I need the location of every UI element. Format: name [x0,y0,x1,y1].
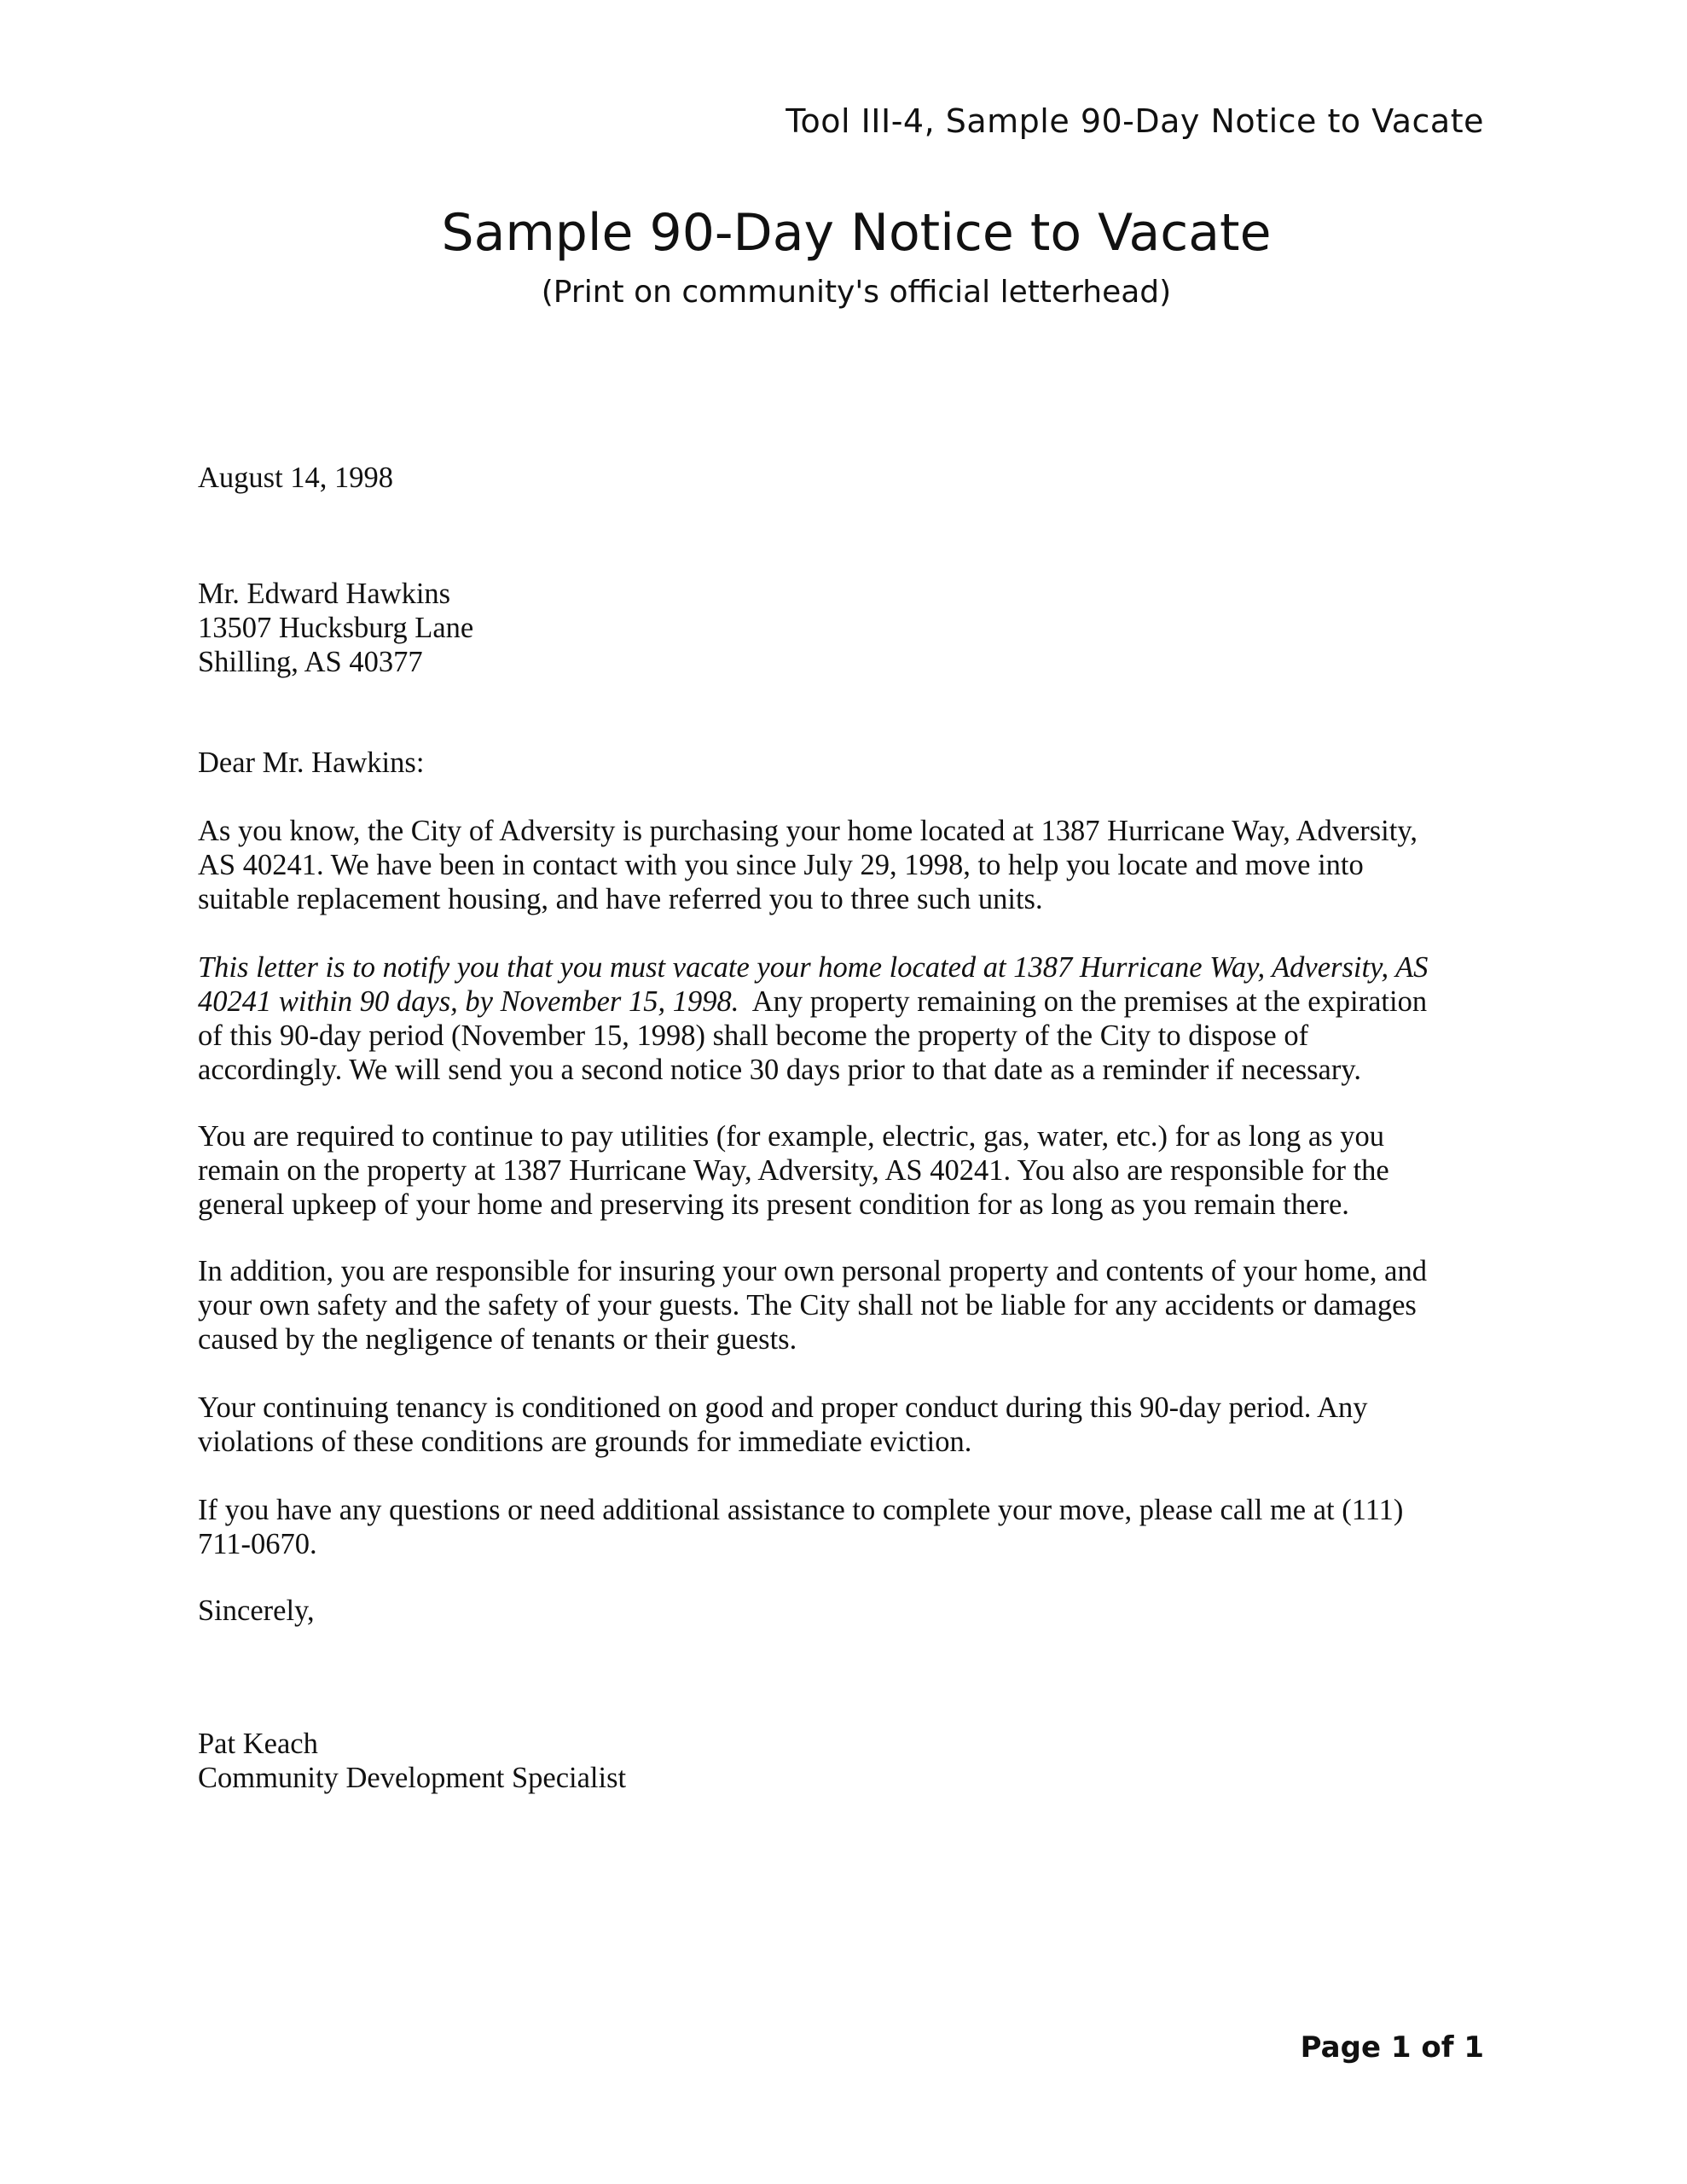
paragraph-line [198,985,1494,1019]
paragraph-line: If you have any questions or need additional assistance to complete your move, please call me at (111) [198,1494,1404,1526]
paragraph-line: As you know, the City of Adversity is purchasing your home located at 1387 Hurricane Way, Adversity, [198,815,1417,847]
paragraph-line-continuation: Any property remaining on the premises at the expiration [739,985,1428,1018]
paragraph-line: In addition, you are responsible for insuring your own personal property and contents of your home, and [198,1255,1427,1287]
paragraph-3 [198,1119,1494,1222]
date-line: August 14, 1998 [198,462,394,494]
paragraph-line-italic: This letter is to notify you that you must vacate your home located at 1387 Hurricane Way, Adversity, AS [198,951,1429,984]
paragraph-4 [198,1254,1494,1356]
salutation [198,746,1494,780]
paragraph-5 [198,1391,1494,1459]
paragraph-line: You are required to continue to pay utilities (for example, electric, gas, water, etc.) for as long as you [198,1120,1384,1153]
paragraph-line: general upkeep of your home and preserving its present condition for as long as you remain there. [198,1188,1349,1221]
paragraph-1 [198,814,1494,916]
page-number: Page 1 of 1 [1300,2030,1484,2065]
recipient-address [198,577,1494,679]
signature-block [198,1727,1494,1795]
tool-label: Tool III-4, Sample 90-Day Notice to Vacate [786,102,1484,140]
paragraph-line: remain on the property at 1387 Hurricane Way, Adversity, AS 40241. You also are responsible for the [198,1154,1389,1187]
signer-name: Pat Keach [198,1728,318,1760]
paragraph-line: 711-0670. [198,1528,317,1560]
document-title: Sample 90-Day Notice to Vacate [441,203,1272,263]
paragraph-line: your own safety and the safety of your guests. The City shall not be liable for any accidents or damages [198,1289,1417,1321]
signer-title: Community Development Specialist [198,1762,627,1794]
closing [198,1594,1494,1628]
letter-date [198,461,1494,495]
paragraph-line: of this 90-day period (November 15, 1998) shall become the property of the City to dispose of [198,1019,1309,1052]
paragraph-line: caused by the negligence of tenants or their guests. [198,1323,797,1356]
paragraph-line: AS 40241. We have been in contact with you since July 29, 1998, to help you locate and move into [198,849,1364,881]
recipient-street: 13507 Hucksburg Lane [198,612,474,644]
document-subtitle: (Print on community's official letterhead) [541,275,1172,310]
paragraph-line: violations of these conditions are grounds for immediate eviction. [198,1426,972,1458]
paragraph-line: accordingly. We will send you a second notice 30 days prior to that date as a reminder if necessary. [198,1054,1361,1086]
recipient-city-state-zip: Shilling, AS 40377 [198,646,423,678]
closing-line: Sincerely, [198,1594,315,1627]
paragraph-2 [198,950,1494,1087]
salutation-line: Dear Mr. Hawkins: [198,746,425,779]
deadline-italic-text: 40241 within 90 days, by November 15, 1998. [198,985,739,1018]
paragraph-line: suitable replacement housing, and have referred you to three such units. [198,883,1043,915]
paragraph-6 [198,1493,1494,1561]
recipient-name: Mr. Edward Hawkins [198,578,451,610]
paragraph-line: Your continuing tenancy is conditioned on good and proper conduct during this 90-day period. Any [198,1391,1368,1424]
